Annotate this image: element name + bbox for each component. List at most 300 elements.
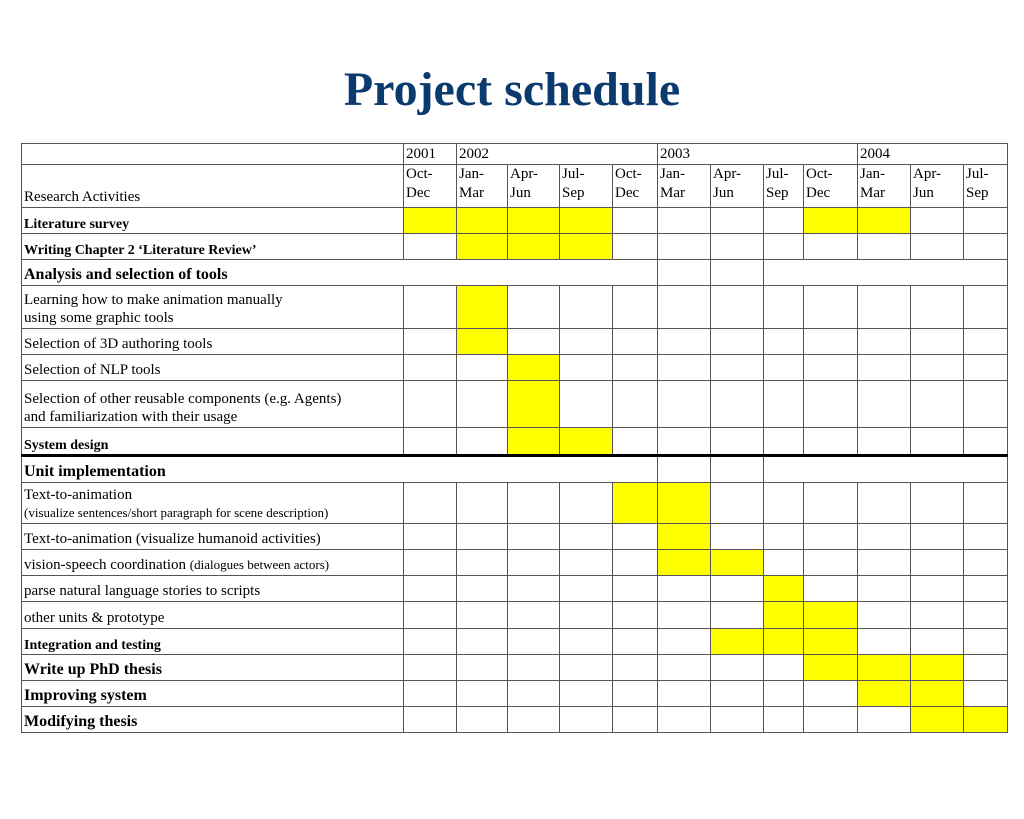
schedule-cell — [764, 707, 804, 733]
schedule-cell — [404, 681, 457, 707]
activity-row — [22, 381, 1008, 428]
schedule-cell — [711, 576, 764, 602]
schedule-cell — [457, 655, 508, 681]
schedule-cell — [911, 428, 964, 456]
schedule-cell — [858, 355, 911, 381]
schedule-cell — [508, 602, 560, 629]
schedule-cell — [658, 260, 711, 286]
activity-label — [22, 550, 404, 576]
quarter-label-start: Jul- — [966, 166, 989, 182]
activity-text: System design — [24, 437, 109, 453]
schedule-cell — [804, 355, 858, 381]
schedule-cell-active — [560, 208, 613, 234]
schedule-cell — [457, 524, 508, 550]
schedule-cell — [658, 456, 711, 483]
schedule-cell — [858, 381, 911, 428]
section-row — [22, 456, 1008, 483]
schedule-cell-active — [508, 381, 560, 428]
activity-row — [22, 681, 1008, 707]
schedule-cell-active — [764, 629, 804, 655]
quarter-header — [711, 165, 764, 208]
schedule-cell — [911, 550, 964, 576]
schedule-cell — [560, 576, 613, 602]
quarter-label-end: Jun — [913, 184, 934, 201]
schedule-cell-active — [711, 629, 764, 655]
schedule-cell — [964, 381, 1008, 428]
activity-label — [22, 208, 404, 234]
activity-label — [22, 381, 404, 428]
activity-row — [22, 286, 1008, 329]
schedule-cell-active — [457, 329, 508, 355]
schedule-cell — [858, 602, 911, 629]
quarter-header — [508, 165, 560, 208]
schedule-cell-active — [804, 655, 858, 681]
schedule-cell-active — [613, 483, 658, 524]
activity-label — [22, 576, 404, 602]
activity-text-line2: and familiarization with their usage — [24, 409, 238, 426]
schedule-cell — [404, 329, 457, 355]
schedule-cell — [804, 329, 858, 355]
schedule-cell — [911, 286, 964, 329]
quarter-label-start: Jan- — [860, 166, 885, 182]
schedule-cell — [560, 381, 613, 428]
year-header — [457, 144, 658, 165]
schedule-cell-active — [658, 483, 711, 524]
quarter-header — [404, 165, 457, 208]
schedule-cell — [964, 602, 1008, 629]
schedule-cell — [858, 428, 911, 456]
activity-row — [22, 602, 1008, 629]
schedule-cell — [613, 681, 658, 707]
quarter-header — [764, 165, 804, 208]
quarter-label-end: Dec — [806, 184, 831, 201]
quarter-header — [804, 165, 858, 208]
activity-text: Text-to-animation (visualize humanoid activities) — [24, 531, 321, 548]
activities-header-label: Research Activities — [24, 189, 141, 206]
activity-label — [22, 260, 658, 286]
schedule-cell — [508, 550, 560, 576]
quarter-label-start: Oct- — [615, 166, 642, 182]
quarter-label-end: Mar — [660, 184, 685, 201]
schedule-cell — [964, 550, 1008, 576]
quarter-label-start: Oct- — [406, 166, 433, 182]
quarter-label-start: Jul- — [766, 166, 789, 182]
quarter-header — [964, 165, 1008, 208]
schedule-cell — [964, 483, 1008, 524]
schedule-cell — [404, 576, 457, 602]
quarter-label-start: Jul- — [562, 166, 585, 182]
schedule-cell-active — [764, 602, 804, 629]
schedule-cell-active — [804, 602, 858, 629]
schedule-cell-active — [508, 428, 560, 456]
schedule-cell — [613, 286, 658, 329]
schedule-cell — [404, 602, 457, 629]
schedule-cell — [964, 681, 1008, 707]
schedule-cell — [711, 381, 764, 428]
schedule-cell — [658, 329, 711, 355]
schedule-cell — [858, 576, 911, 602]
schedule-cell — [711, 524, 764, 550]
activity-text: Writing Chapter 2 ‘Literature Review’ — [24, 242, 257, 258]
schedule-cell — [911, 629, 964, 655]
quarter-label-start: Jan- — [660, 166, 685, 182]
activity-label — [22, 286, 404, 329]
schedule-cell-active — [658, 550, 711, 576]
quarter-label-end: Dec — [615, 184, 640, 201]
header-row-quarters — [22, 165, 1008, 208]
schedule-cell — [911, 524, 964, 550]
activity-text: vision-speech coordination — [24, 557, 187, 574]
quarter-label-end: Sep — [766, 184, 789, 201]
activity-row — [22, 329, 1008, 355]
schedule-cell — [711, 681, 764, 707]
activity-label — [22, 681, 404, 707]
activity-text: parse natural language stories to scripts — [24, 583, 261, 600]
schedule-cell-active — [964, 707, 1008, 733]
schedule-cell — [404, 550, 457, 576]
quarter-label-start: Apr- — [913, 166, 942, 182]
schedule-cell — [457, 483, 508, 524]
schedule-cell — [560, 524, 613, 550]
schedule-cell — [711, 234, 764, 260]
schedule-cell — [457, 629, 508, 655]
quarter-label-end: Sep — [966, 184, 989, 201]
schedule-cell — [804, 428, 858, 456]
activity-text: Analysis and selection of tools — [24, 266, 228, 283]
quarter-header — [613, 165, 658, 208]
schedule-cell — [560, 681, 613, 707]
schedule-cell — [858, 524, 911, 550]
schedule-cell — [560, 629, 613, 655]
schedule-cell — [404, 286, 457, 329]
schedule-cell — [404, 707, 457, 733]
schedule-cell — [964, 629, 1008, 655]
schedule-cell — [613, 524, 658, 550]
schedule-cell — [404, 524, 457, 550]
schedule-cell — [404, 428, 457, 456]
schedule-cell — [404, 355, 457, 381]
schedule-cell — [404, 234, 457, 260]
schedule-cell-active — [508, 355, 560, 381]
activity-text: Text-to-animation — [24, 486, 133, 503]
schedule-cell — [911, 602, 964, 629]
schedule-cell — [964, 329, 1008, 355]
activity-text: other units & prototype — [24, 610, 165, 627]
activity-label — [22, 629, 404, 655]
schedule-cell — [560, 355, 613, 381]
schedule-cell — [764, 550, 804, 576]
activity-label — [22, 524, 404, 550]
quarter-label-start: Apr- — [713, 166, 742, 182]
schedule-cell — [613, 208, 658, 234]
schedule-cell — [658, 428, 711, 456]
quarter-label-end: Sep — [562, 184, 585, 201]
quarter-label-end: Mar — [459, 184, 484, 201]
schedule-cell — [613, 381, 658, 428]
schedule-cell — [658, 707, 711, 733]
activity-text: Write up PhD thesis — [24, 661, 162, 678]
schedule-cell — [658, 655, 711, 681]
activity-label — [22, 234, 404, 260]
schedule-cell — [457, 428, 508, 456]
activity-text: Selection of other reusable components (e.g. Agents) — [24, 390, 342, 407]
schedule-cell — [764, 234, 804, 260]
schedule-cell — [508, 655, 560, 681]
schedule-cell — [911, 355, 964, 381]
year-label: 2003 — [660, 146, 690, 163]
activity-label — [22, 483, 404, 524]
schedule-cell — [964, 286, 1008, 329]
schedule-cell — [613, 355, 658, 381]
activity-label — [22, 355, 404, 381]
schedule-cell — [804, 286, 858, 329]
activity-row — [22, 550, 1008, 576]
schedule-cell — [711, 456, 764, 483]
schedule-cell — [964, 576, 1008, 602]
page-title: Project schedule — [343, 63, 681, 116]
schedule-cell — [964, 208, 1008, 234]
activity-text: Literature survey — [24, 216, 130, 232]
schedule-cell — [658, 234, 711, 260]
schedule-cell — [404, 381, 457, 428]
activity-text-line2: (visualize sentences/short paragraph for scene description) — [24, 505, 329, 521]
schedule-cell-active — [911, 655, 964, 681]
schedule-cell-active — [457, 208, 508, 234]
activity-label — [22, 707, 404, 733]
schedule-cell — [858, 234, 911, 260]
activity-text: Integration and testing — [24, 637, 161, 653]
schedule-cell — [404, 629, 457, 655]
schedule-cell — [560, 707, 613, 733]
activity-note: (dialogues between actors) — [189, 557, 330, 573]
schedule-cell-active — [764, 576, 804, 602]
schedule-cell — [457, 381, 508, 428]
schedule-cell — [658, 286, 711, 329]
schedule-cell — [711, 655, 764, 681]
schedule-cell-active — [457, 286, 508, 329]
activity-row — [22, 707, 1008, 733]
schedule-cell — [508, 707, 560, 733]
quarter-header — [560, 165, 613, 208]
activities-header — [22, 165, 404, 208]
schedule-cell — [658, 381, 711, 428]
schedule-cell — [404, 655, 457, 681]
schedule-cell — [804, 550, 858, 576]
schedule-cell — [457, 681, 508, 707]
schedule-cell — [711, 707, 764, 733]
schedule-cell — [858, 550, 911, 576]
schedule-cell — [804, 483, 858, 524]
schedule-cell-active — [658, 524, 711, 550]
schedule-cell — [658, 355, 711, 381]
schedule-cell — [457, 355, 508, 381]
quarter-label-end: Dec — [406, 184, 431, 201]
activity-text: Selection of 3D authoring tools — [24, 336, 213, 353]
schedule-cell — [804, 707, 858, 733]
schedule-cell-active — [508, 234, 560, 260]
schedule-cell — [508, 286, 560, 329]
schedule-cell — [764, 355, 804, 381]
schedule-cell — [764, 286, 804, 329]
schedule-cell — [764, 483, 804, 524]
schedule-cell — [764, 329, 804, 355]
schedule-cell — [764, 456, 1008, 483]
schedule-cell — [508, 576, 560, 602]
year-label: 2001 — [406, 146, 436, 163]
schedule-cell — [613, 629, 658, 655]
schedule-cell — [711, 428, 764, 456]
schedule-cell — [711, 355, 764, 381]
activity-label — [22, 456, 658, 483]
schedule-cell — [804, 234, 858, 260]
schedule-cell — [658, 681, 711, 707]
schedule-cell — [858, 629, 911, 655]
schedule-cell — [804, 576, 858, 602]
year-header — [858, 144, 1008, 165]
schedule-cell — [764, 208, 804, 234]
quarter-header — [858, 165, 911, 208]
schedule-cell — [613, 234, 658, 260]
quarter-label-start: Jan- — [459, 166, 484, 182]
schedule-cell — [764, 524, 804, 550]
year-header — [658, 144, 858, 165]
schedule-cell — [711, 602, 764, 629]
schedule-cell — [508, 524, 560, 550]
activity-row — [22, 576, 1008, 602]
schedule-cell — [911, 576, 964, 602]
schedule-cell — [711, 260, 764, 286]
schedule-table — [21, 143, 1008, 733]
schedule-cell — [457, 576, 508, 602]
activity-row — [22, 355, 1008, 381]
schedule-cell — [964, 355, 1008, 381]
schedule-cell-active — [560, 234, 613, 260]
schedule-cell — [764, 428, 804, 456]
schedule-cell-active — [858, 208, 911, 234]
activity-label — [22, 602, 404, 629]
schedule-cell — [613, 655, 658, 681]
quarter-label-end: Mar — [860, 184, 885, 201]
activity-text-line2: using some graphic tools — [24, 310, 174, 327]
schedule-cell — [964, 655, 1008, 681]
schedule-cell — [764, 681, 804, 707]
activity-label — [22, 329, 404, 355]
schedule-cell — [911, 483, 964, 524]
quarter-label-start: Oct- — [806, 166, 833, 182]
schedule-cell — [613, 428, 658, 456]
schedule-cell — [911, 381, 964, 428]
schedule-cell — [560, 550, 613, 576]
activity-row — [22, 629, 1008, 655]
activity-text: Unit implementation — [24, 463, 166, 480]
schedule-cell — [613, 329, 658, 355]
year-label: 2004 — [860, 146, 890, 163]
schedule-cell — [560, 483, 613, 524]
schedule-cell — [508, 483, 560, 524]
schedule-cell — [911, 208, 964, 234]
schedule-cell — [858, 483, 911, 524]
schedule-cell — [964, 234, 1008, 260]
quarter-header — [457, 165, 508, 208]
quarter-label-start: Apr- — [510, 166, 539, 182]
schedule-cell-active — [457, 234, 508, 260]
schedule-cell — [508, 629, 560, 655]
schedule-cell-active — [804, 208, 858, 234]
activity-row — [22, 428, 1008, 456]
schedule-cell-active — [508, 208, 560, 234]
schedule-cell — [658, 208, 711, 234]
activity-row — [22, 208, 1008, 234]
activity-text: Improving system — [24, 687, 147, 704]
schedule-cell — [711, 208, 764, 234]
quarter-label-end: Jun — [713, 184, 734, 201]
schedule-cell — [804, 681, 858, 707]
schedule-cell — [911, 234, 964, 260]
schedule-cell — [404, 483, 457, 524]
header-corner — [22, 144, 404, 165]
schedule-cell — [613, 602, 658, 629]
schedule-cell — [858, 707, 911, 733]
schedule-cell — [658, 602, 711, 629]
activity-row — [22, 234, 1008, 260]
section-row — [22, 260, 1008, 286]
schedule-cell — [964, 524, 1008, 550]
schedule-cell — [804, 524, 858, 550]
schedule-cell — [508, 681, 560, 707]
schedule-cell — [613, 576, 658, 602]
year-label: 2002 — [459, 146, 489, 163]
schedule-cell — [613, 707, 658, 733]
activity-row — [22, 483, 1008, 524]
schedule-cell-active — [858, 655, 911, 681]
schedule-cell — [764, 655, 804, 681]
schedule-cell — [764, 381, 804, 428]
schedule-cell-active — [911, 707, 964, 733]
schedule-cell — [711, 329, 764, 355]
header-row-years — [22, 144, 1008, 165]
activity-text: Learning how to make animation manually — [24, 291, 283, 308]
schedule-cell — [858, 329, 911, 355]
schedule-cell-active — [858, 681, 911, 707]
schedule-cell — [658, 629, 711, 655]
schedule-cell — [560, 286, 613, 329]
quarter-label-end: Jun — [510, 184, 531, 201]
activity-text: Modifying thesis — [24, 713, 138, 730]
year-header — [404, 144, 457, 165]
schedule-cell — [457, 602, 508, 629]
activity-text: Selection of NLP tools — [24, 362, 161, 379]
schedule-cell — [911, 329, 964, 355]
quarter-header — [911, 165, 964, 208]
schedule-cell — [560, 602, 613, 629]
schedule-cell — [508, 329, 560, 355]
schedule-cell — [764, 260, 1008, 286]
schedule-cell — [711, 286, 764, 329]
schedule-cell — [560, 655, 613, 681]
schedule-cell — [457, 707, 508, 733]
schedule-cell-active — [711, 550, 764, 576]
quarter-header — [658, 165, 711, 208]
schedule-cell — [858, 286, 911, 329]
schedule-cell — [804, 381, 858, 428]
schedule-cell — [560, 329, 613, 355]
schedule-cell — [457, 550, 508, 576]
schedule-cell — [613, 550, 658, 576]
schedule-cell — [964, 428, 1008, 456]
schedule-cell — [711, 483, 764, 524]
activity-label — [22, 428, 404, 456]
schedule-cell-active — [560, 428, 613, 456]
